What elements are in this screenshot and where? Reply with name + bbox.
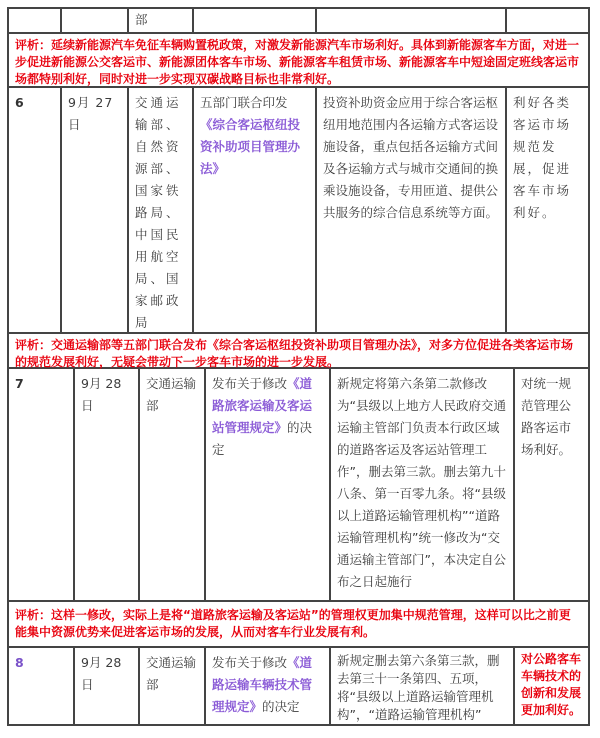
table-row-partial xyxy=(7,7,590,34)
table-row xyxy=(7,369,590,602)
cell-impact: 利好各类客运市场规范发展，促进客车市场利好。 xyxy=(513,95,572,220)
policy-prefix: 五部门联合印发 xyxy=(200,95,288,110)
cell-policy xyxy=(206,648,331,724)
cell-policy xyxy=(194,88,317,332)
policy-suffix: 的决定 xyxy=(212,420,313,457)
cell-policy xyxy=(194,9,317,32)
cell-date: 9月 28 日 xyxy=(75,369,140,600)
cell-number: 6 xyxy=(9,88,62,332)
cell-agency: 交通运输部 xyxy=(140,648,206,724)
policy-suffix: 的决定 xyxy=(262,699,300,714)
cell-content: 新规定将第六条第二款修改为“县级以上地方人民政府交通运输主管部门负责本行政区域的道路客运及客运站管理工作”，删去第三款。删去第九十八条、第一百零九条。将“县级以上道路运输管理机构”“道路运输管理机构”统一修改为“交通运输主管部门”，本决定自公布之日起施行 xyxy=(331,369,515,600)
cell-date: 9月 28 日 xyxy=(75,648,140,724)
policy-prefix: 发布关于修改 xyxy=(212,655,288,670)
policy-link[interactable]: 《道路运输车辆技术管理规定》 xyxy=(212,655,313,714)
comment-row xyxy=(7,334,590,369)
comment-text: 评析：交通运输部等五部门联合发布《综合客运枢纽投资补助项目管理办法》，对多方位促进各类客运市场的规范发展利好，无疑会带动下一步客车市场的进一步发展。 xyxy=(15,338,574,369)
table-row xyxy=(7,88,590,334)
comment-text: 评析：这样一修改，实际上是将“道路旅客运输及客运站”的管理权更加集中规范管理，这样可以比之前更能集中资源优势来促进客运市场的发展，从而对客车行业发展有利。 xyxy=(15,608,571,639)
policy-prefix: 发布关于修改 xyxy=(212,376,288,391)
cell-impact: 对公路客车车辆技术的创新和发展更加利好。 xyxy=(521,652,582,717)
cell-date: 9月 27 日 xyxy=(62,88,129,332)
cell-agency: 部 xyxy=(129,9,194,32)
policy-link[interactable]: 《综合客运枢纽投资补助项目管理办法》 xyxy=(200,117,301,176)
cell-number: 7 xyxy=(9,369,75,600)
cell-impact: 对统一规范管理公路客运市场利好。 xyxy=(521,376,572,457)
policy-link[interactable]: 《道路旅客运输及客运站管理规定》 xyxy=(212,376,313,435)
cell-date xyxy=(62,9,129,32)
cell-content: 投资补助资金应用于综合客运枢纽用地范围内各运输方式客运设施设备，重点包括各运输方式间及各运输方式与城市交通间的换乘设施设备，专用匝道、提供公共服务的综合信息系统等方面。 xyxy=(317,88,507,332)
cell-number xyxy=(9,9,62,32)
table-row xyxy=(7,648,590,726)
cell-policy xyxy=(206,369,331,600)
comment-row xyxy=(7,602,590,648)
cell-number: 8 xyxy=(9,648,75,724)
comment-text: 评析：延续新能源汽车免征车辆购置税政策，对激发新能源汽车市场利好。具体到新能源客车方面，对进一步促进新能源公交客运市、新能源团体客车市场、新能源客车租赁市场、新能源客车中短途固定班线客运市场都特别利好，同时对进一步实现双碳战略目标也非常利好。 xyxy=(15,38,580,86)
policy-table xyxy=(7,7,590,726)
cell-agency: 交通运输部、自然资源部、国家铁路局、中国民用航空局、国家邮政局 xyxy=(129,88,194,332)
cell-content xyxy=(317,9,507,32)
cell-content: 新规定删去第六条第三款，删去第三十一条第四、五项，将“县级以上道路运输管理机构”，“道路运输管理机构” xyxy=(331,648,515,724)
cell-impact xyxy=(507,9,588,32)
cell-agency: 交通运输部 xyxy=(140,369,206,600)
comment-row xyxy=(7,34,590,88)
